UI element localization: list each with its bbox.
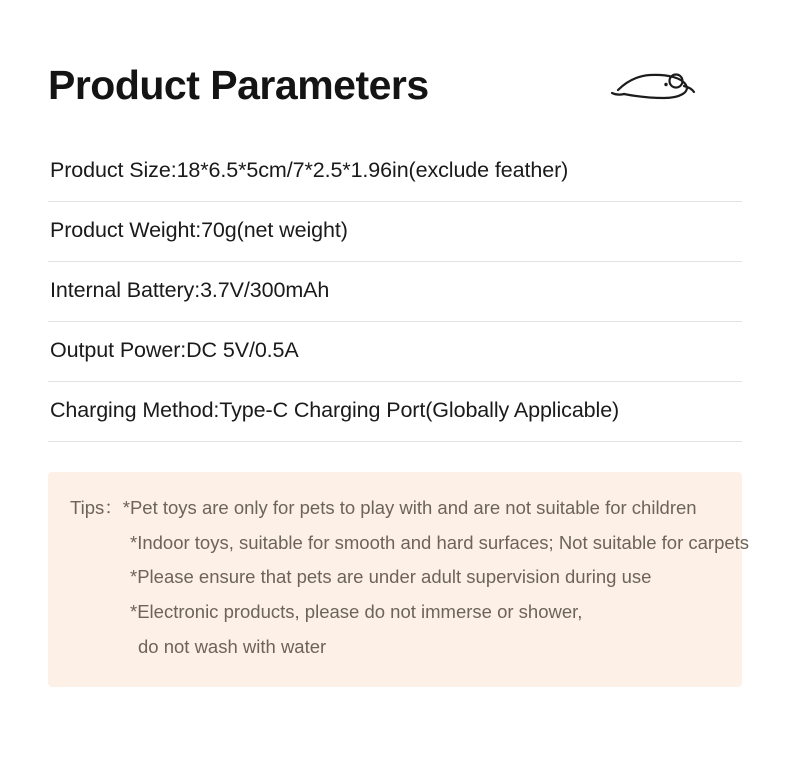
- tips-item: *Indoor toys, suitable for smooth and hard surfaces; Not suitable for carpets: [130, 531, 750, 553]
- tips-items: [70, 529, 750, 662]
- spec-list: [48, 142, 742, 442]
- spec-row: Charging Method:Type-C Charging Port(Globally Applicable): [48, 382, 742, 442]
- tips-first-line: [70, 494, 716, 523]
- spec-row: Output Power:DC 5V/0.5A: [48, 322, 742, 382]
- tips-item: do not wash with water: [138, 635, 327, 657]
- tips-box: [48, 472, 750, 687]
- tips-item: *Please ensure that pets are under adult supervision during use: [130, 566, 652, 588]
- tips-label: Tips：: [70, 497, 123, 519]
- tips-item: *Electronic products, please do not immerse or shower,: [130, 601, 583, 623]
- page-title: Product Parameters: [48, 62, 429, 109]
- spec-row: Product Size:18*6.5*5cm/7*2.5*1.96in(exclude feather): [48, 142, 742, 202]
- spec-row: Internal Battery:3.7V/300mAh: [48, 262, 742, 322]
- mouse-icon: [608, 62, 700, 110]
- spec-row: Product Weight:70g(net weight): [48, 202, 742, 262]
- tips-item: *Pet toys are only for pets to play with and are not suitable for children: [122, 497, 697, 519]
- page-header: [48, 0, 742, 116]
